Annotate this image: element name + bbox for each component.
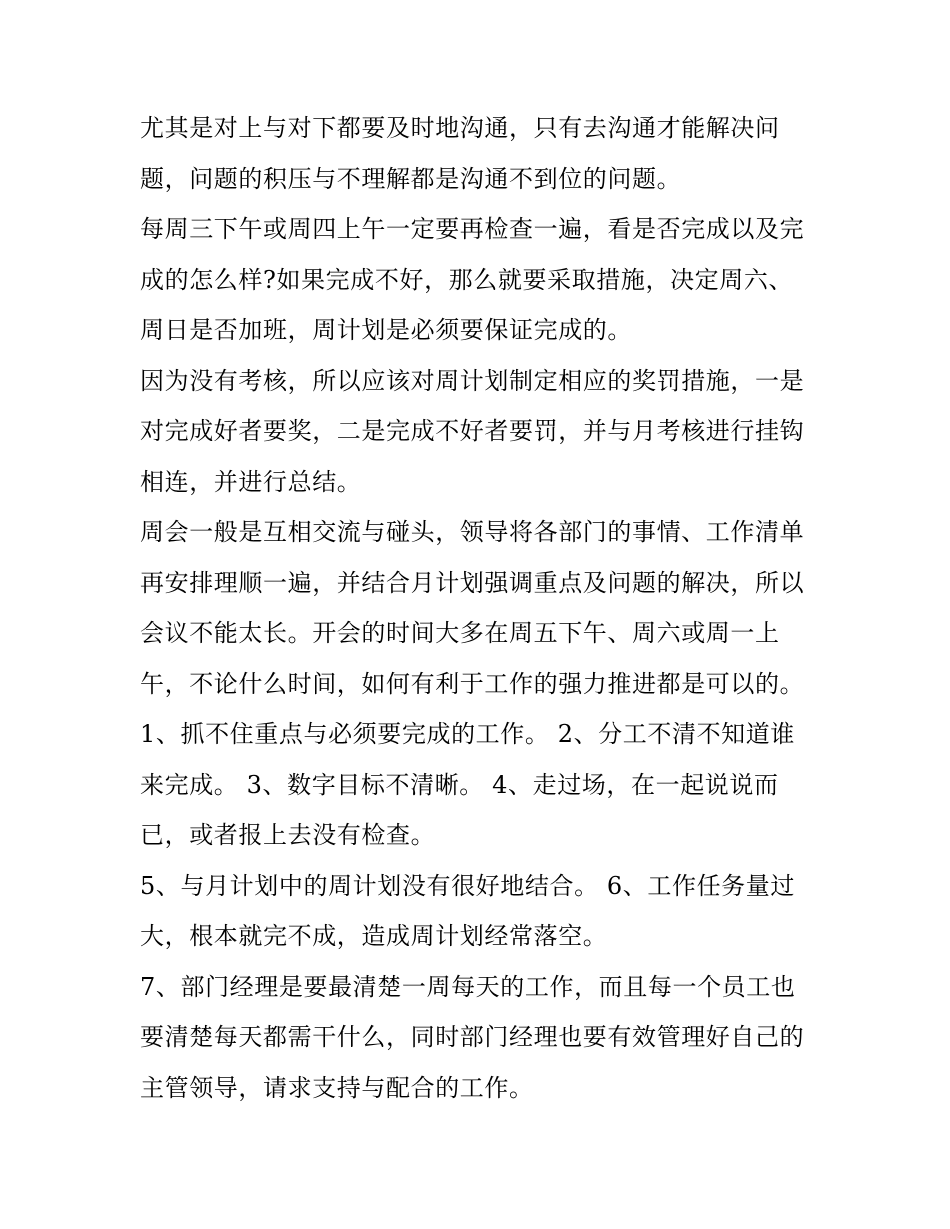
text-line: 因为没有考核，所以应该对周计划制定相应的奖罚措施，一是 — [140, 366, 805, 395]
text-line: 大，根本就完不成，造成周计划经常落空。 — [140, 922, 608, 950]
text-line: 成的怎么样?如果完成不好，那么就要采取措施，决定周六、 — [140, 265, 794, 294]
text-line: 每周三下午或周四上午一定要再检查一遍，看是否完成以及完 — [140, 215, 805, 243]
text-line: 周日是否加班，周计划是必须要保证完成的。 — [140, 316, 632, 344]
document-body — [140, 103, 820, 1113]
text-line: 周会一般是互相交流与碰头，领导将各部门的事情、工作清单 — [140, 518, 805, 546]
text-line: 7、部门经理是要最清楚一周每天的工作，而且每一个员工也 — [140, 972, 796, 1001]
text-line: 1、抓不住重点与必须要完成的工作。 2、分工不清不知道谁 — [140, 720, 795, 748]
text-line: 主管领导，请求支持与配合的工作。 — [140, 1073, 534, 1102]
text-line: 尤其是对上与对下都要及时地沟通，只有去沟通才能解决问 — [140, 114, 780, 142]
text-line: 会议不能太长。开会的时间大多在周五下午、周六或周一上 — [140, 619, 780, 647]
text-line: 再安排理顺一遍，并结合月计划强调重点及问题的解决，所以 — [140, 568, 805, 597]
text-line: 题，问题的积压与不理解都是沟通不到位的问题。 — [140, 164, 682, 193]
text-line: 5、与月计划中的周计划没有很好地结合。 6、工作任务量过 — [140, 871, 795, 900]
text-line: 相连，并进行总结。 — [140, 467, 362, 496]
text-line: 要清楚每天都需干什么，同时部门经理也要有效管理好自己的 — [140, 1023, 805, 1051]
text-line: 对完成好者要奖，二是完成不好者要罚，并与月考核进行挂钩 — [140, 417, 805, 445]
text-line: 午，不论什么时间，如何有利于工作的强力推进都是可以的。 — [140, 669, 805, 698]
text-line: 来完成。 3、数字目标不清晰。 4、走过场，在一起说说而 — [140, 770, 779, 799]
text-line: 已，或者报上去没有检查。 — [140, 821, 436, 849]
